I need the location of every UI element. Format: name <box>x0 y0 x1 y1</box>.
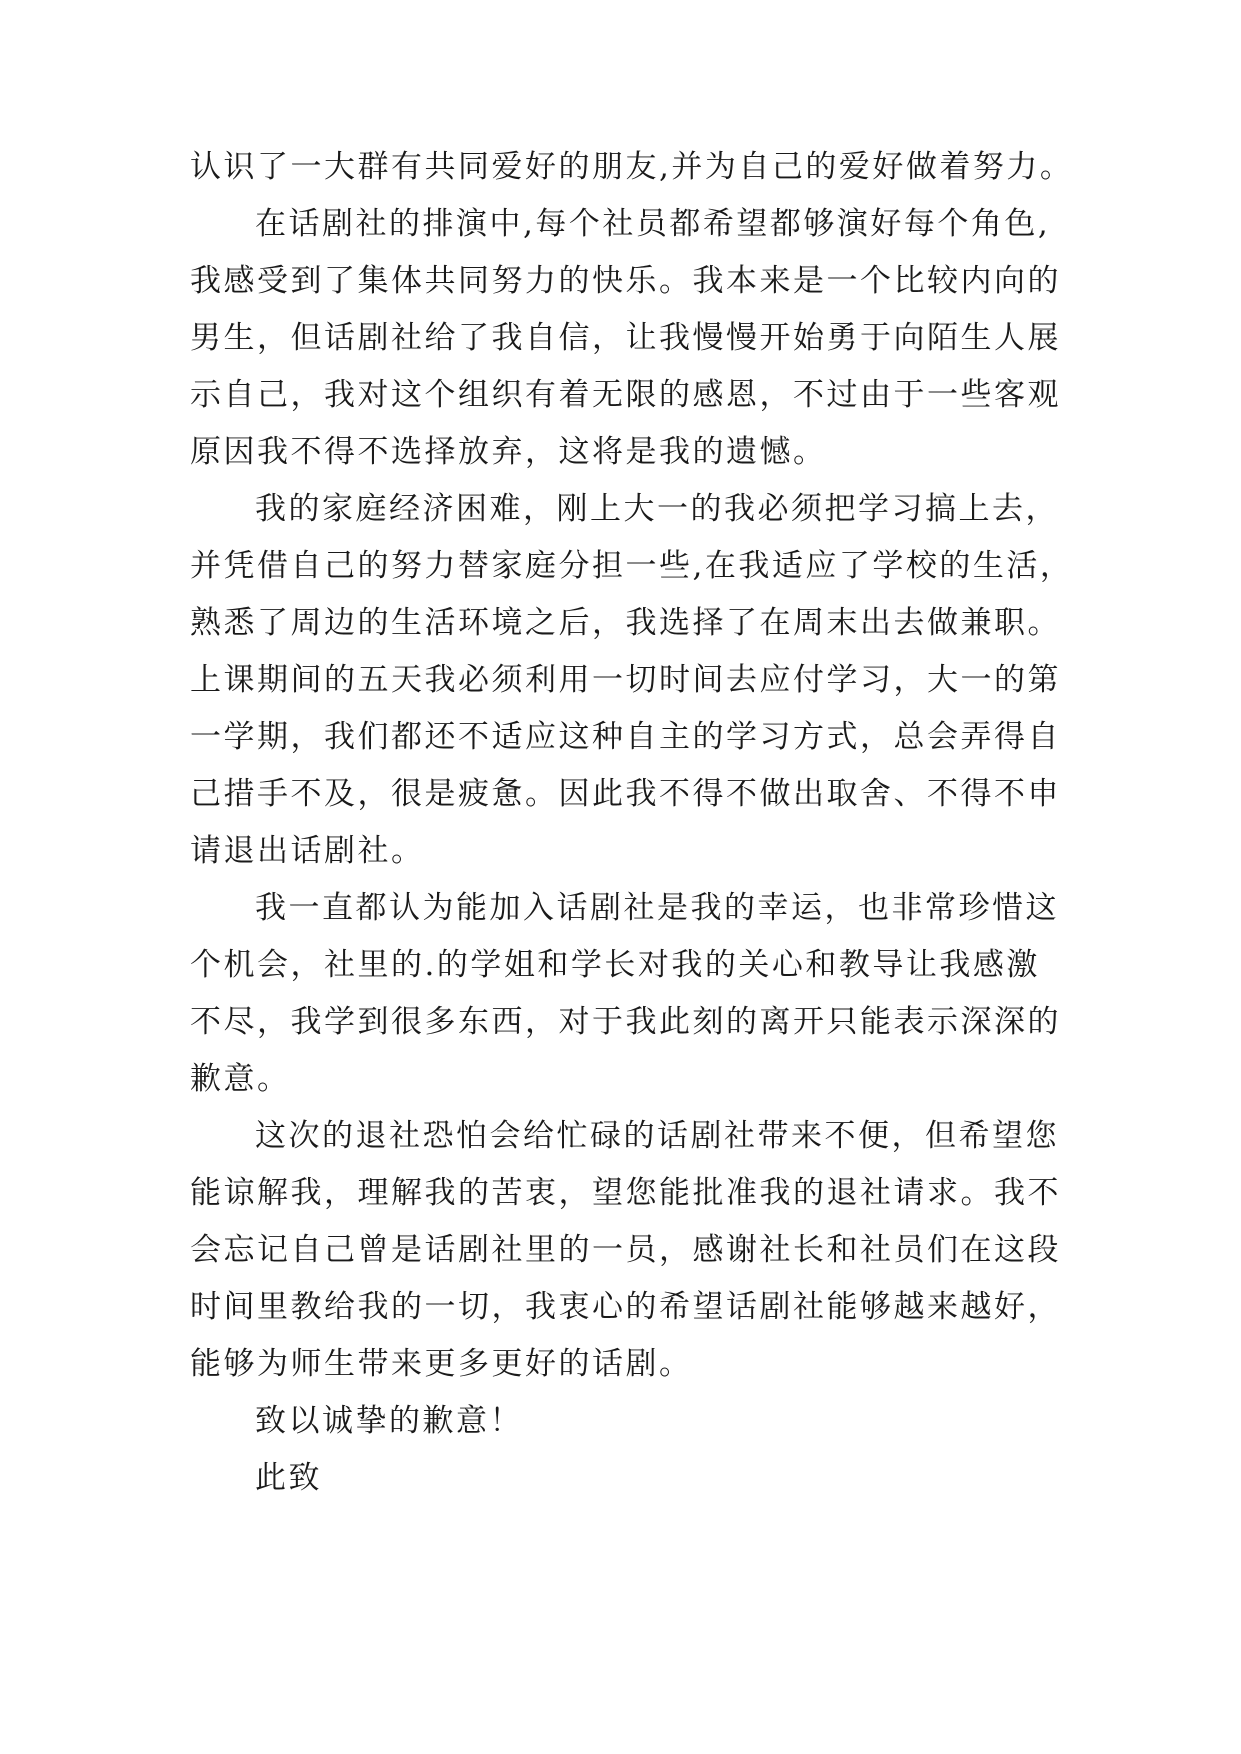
paragraph-start-line: 在话剧社的排演中,每个社员都希望都够演好每个角色, <box>255 206 1051 242</box>
text-line: 时间里教给我的一切，我衷心的希望话剧社能够越来越好， <box>190 1289 1061 1325</box>
paragraph-start-line: 我一直都认为能加入话剧社是我的幸运，也非常珍惜这 <box>255 890 1059 926</box>
text-line: 请退出话剧社。 <box>190 833 425 869</box>
text-line: 能够为师生带来更多更好的话剧。 <box>190 1346 693 1382</box>
paragraph-start-line: 我的家庭经济困难，刚上大一的我必须把学习搞上去， <box>255 491 1059 527</box>
text-line: 认识了一大群有共同爱好的朋友,并为自己的爱好做着努力。 <box>190 149 1074 185</box>
text-line: 不尽，我学到很多东西，对于我此刻的离开只能表示深深的 <box>190 1004 1061 1040</box>
text-line: 能谅解我，理解我的苦衷，望您能批准我的退社请求。我不 <box>190 1175 1061 1211</box>
paragraph-start-line: 这次的退社恐怕会给忙碌的话剧社带来不便，但希望您 <box>255 1118 1059 1154</box>
text-line: 个机会，社里的.的学姐和学长对我的关心和教导让我感激 <box>190 947 1040 983</box>
text-line: 男生，但话剧社给了我自信，让我慢慢开始勇于向陌生人展 <box>190 320 1061 356</box>
text-line: 一学期，我们都还不适应这种自主的学习方式，总会弄得自 <box>190 719 1061 755</box>
text-line: 歉意。 <box>190 1061 291 1097</box>
text-line: 原因我不得不选择放弃，这将是我的遗憾。 <box>190 434 827 470</box>
text-line: 并凭借自己的努力替家庭分担一些,在我适应了学校的生活， <box>190 548 1074 584</box>
text-line: 会忘记自己曾是话剧社里的一员，感谢社长和社员们在这段 <box>190 1232 1061 1268</box>
text-line: 己措手不及，很是疲惫。因此我不得不做出取舍、不得不申 <box>190 776 1061 812</box>
text-line: 示自己，我对这个组织有着无限的感恩，不过由于一些客观 <box>190 377 1061 413</box>
text-line: 我感受到了集体共同努力的快乐。我本来是一个比较内向的 <box>190 263 1061 299</box>
closing-line: 致以诚挚的歉意！ <box>255 1403 523 1439</box>
salutation-line: 此致 <box>255 1460 322 1496</box>
text-line: 上课期间的五天我必须利用一切时间去应付学习，大一的第 <box>190 662 1061 698</box>
text-line: 熟悉了周边的生活环境之后，我选择了在周末出去做兼职。 <box>190 605 1061 641</box>
